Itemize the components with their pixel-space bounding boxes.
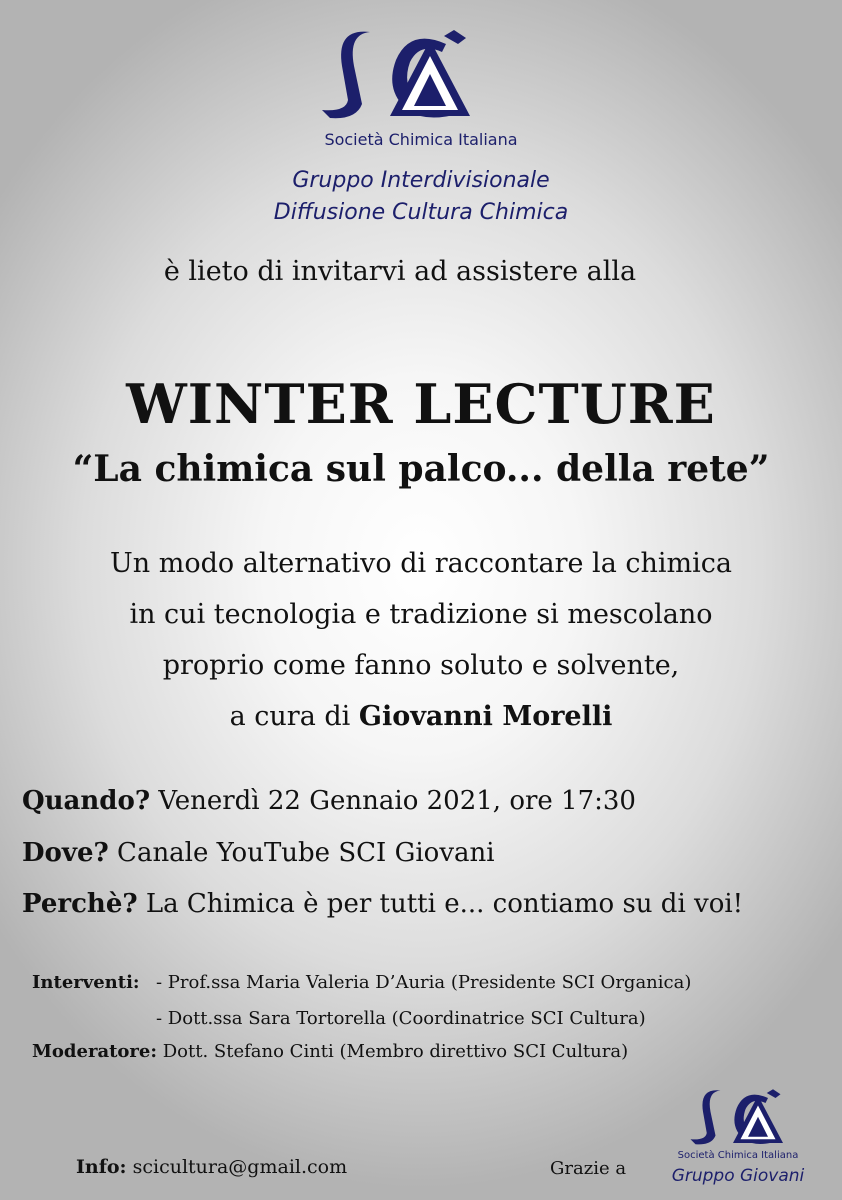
invite-text: è lieto di invitarvi ad assistere alla <box>163 256 637 287</box>
partner-group-name: Gruppo Giovani <box>671 1166 805 1186</box>
thanks-label: Grazie a <box>550 1158 627 1179</box>
partner-organization-name: Società Chimica Italiana <box>677 1150 799 1161</box>
contact-row <box>76 1156 347 1178</box>
when-label: Quando? <box>22 786 151 816</box>
description-line3: proprio come fanno soluto e solvente, <box>162 650 680 681</box>
where-row <box>22 838 495 868</box>
where-label: Dove? <box>22 838 109 868</box>
moderator-value: Dott. Stefano Cinti (Membro direttivo SCI Cultura) <box>157 1041 629 1062</box>
group-name-line1: Gruppo Interdivisionale <box>292 168 550 193</box>
organization-name: Società Chimica Italiana <box>324 130 518 149</box>
description-line4 <box>0 701 842 732</box>
why-value: La Chimica è per tutti e... contiamo su di voi! <box>137 889 744 919</box>
event-subtitle: “La chimica sul palco... della rete” <box>72 448 770 490</box>
sci-logo-small-icon <box>688 1086 788 1150</box>
contact-email[interactable]: scicultura@gmail.com <box>126 1156 348 1178</box>
speaker-item: - Dott.ssa Sara Tortorella (Coordinatrice SCI Cultura) <box>156 1008 646 1029</box>
moderator-label: Moderatore: <box>32 1041 158 1062</box>
speakers-label: Interventi: <box>32 972 140 993</box>
why-row <box>22 889 743 919</box>
where-value: Canale YouTube SCI Giovani <box>108 838 495 868</box>
why-label: Perchè? <box>22 889 138 919</box>
event-title: WINTER LECTURE <box>126 372 716 436</box>
sci-logo-icon <box>318 26 478 126</box>
when-value: Venerdì 22 Gennaio 2021, ore 17:30 <box>150 786 636 816</box>
description-line2: in cui tecnologia e tradizione si mescolano <box>129 599 713 630</box>
info-label: Info: <box>76 1156 127 1178</box>
group-name-line2: Diffusione Cultura Chimica <box>273 200 569 225</box>
description-line1: Un modo alternativo di raccontare la chimica <box>110 548 732 579</box>
speaker-item: - Prof.ssa Maria Valeria D’Auria (Presidente SCI Organica) <box>156 972 692 993</box>
curator-prefix: a cura di <box>229 701 359 732</box>
when-row <box>22 786 636 816</box>
curator-name: Giovanni Morelli <box>358 701 613 732</box>
moderator-row <box>32 1041 628 1062</box>
